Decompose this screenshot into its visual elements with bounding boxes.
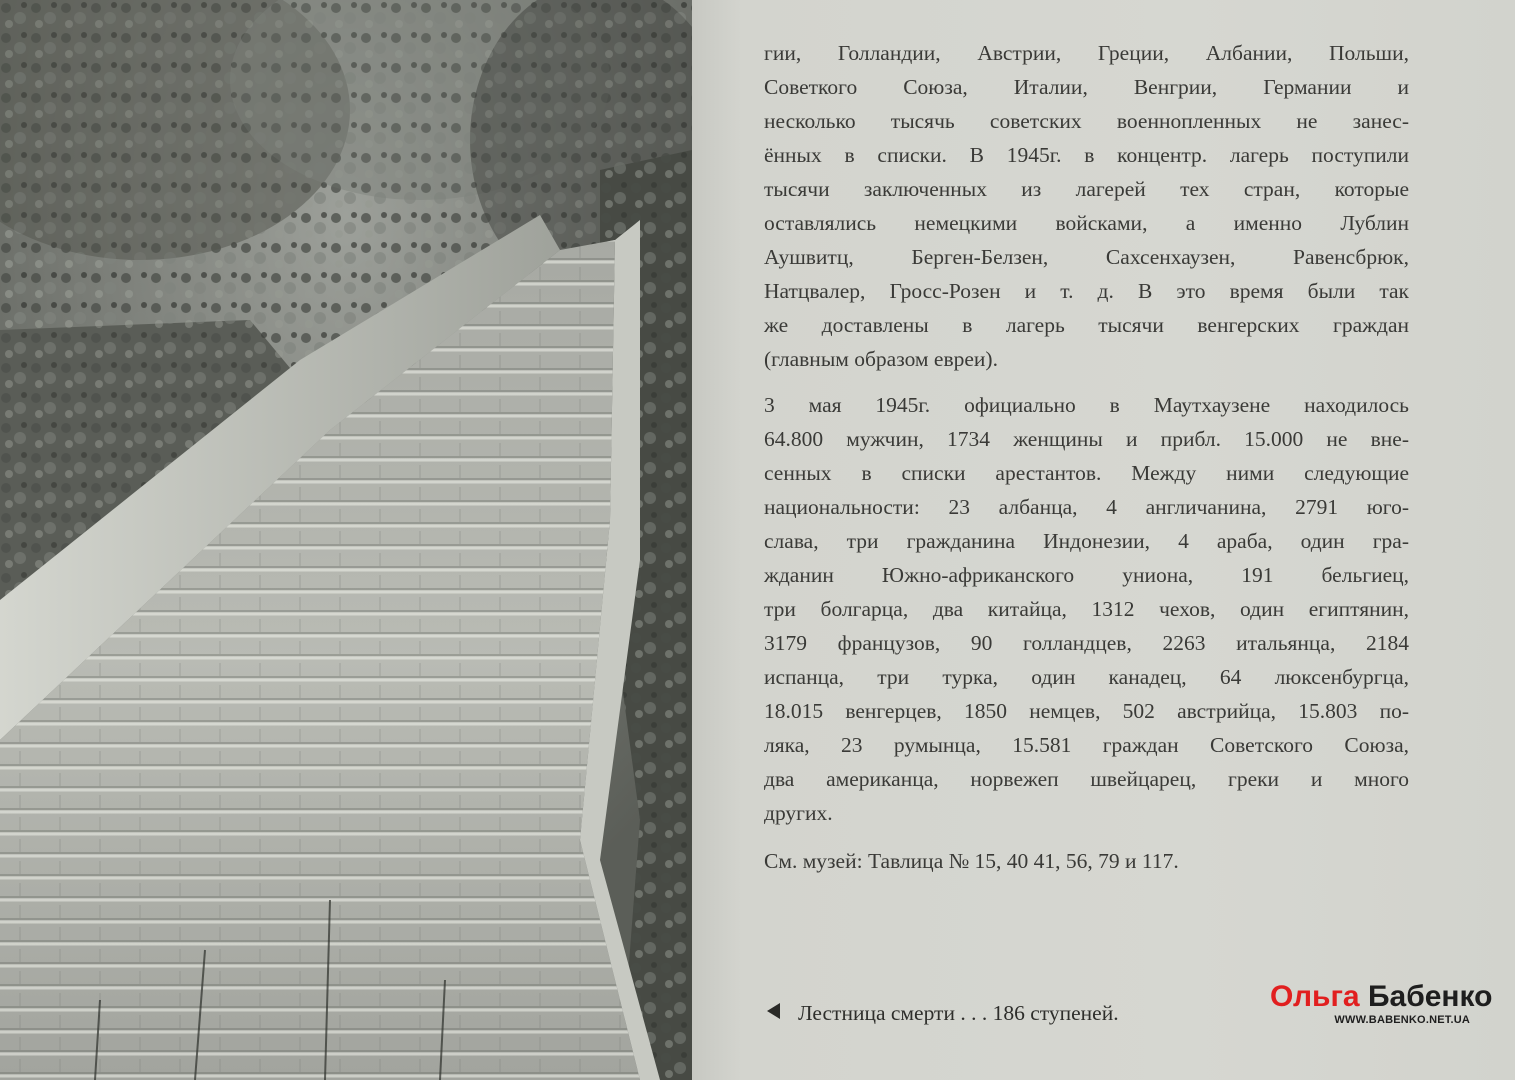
paragraph-2-line: слава, три гражданина Индонезии, 4 араба, один гра- bbox=[764, 529, 1409, 553]
paragraph-2-line: жданин Южно-африканского униона, 191 бельгиец, bbox=[764, 563, 1409, 587]
watermark-last-name: Бабенко bbox=[1367, 980, 1493, 1013]
watermark-name bbox=[1270, 980, 1493, 1014]
paragraph-2-line: 3179 французов, 90 голландцев, 2263 итальянца, 2184 bbox=[764, 631, 1409, 655]
paragraph-2 bbox=[764, 388, 1409, 830]
paragraph-2-line: национальности: 23 албанца, 4 англичанина, 2791 юго- bbox=[764, 495, 1409, 519]
paragraph-1-line: оставлялись немецкими войсками, а именно Лублин bbox=[764, 211, 1409, 235]
watermark-url: WWW.BABENKO.NET.UA bbox=[1334, 1014, 1470, 1026]
paragraph-2-line: 64.800 мужчин, 1734 женщины и прибл. 15.000 не вне- bbox=[764, 427, 1409, 451]
paragraph-1-line: Аушвитц, Берген-Белзен, Сахсенхаузен, Равенсбрюк, bbox=[764, 245, 1409, 269]
paragraph-1-line: несколько тысячь советских военнопленных не занес- bbox=[764, 109, 1409, 133]
body-text bbox=[764, 36, 1409, 890]
paragraph-1-line: же доставлены в лагерь тысячи венгерских граждан bbox=[764, 313, 1409, 337]
museum-reference-text: См. музей: Тавлица № 15, 40 41, 56, 79 и 117. bbox=[764, 849, 1179, 873]
paragraph-2-line: 3 мая 1945г. официально в Маутхаузене находилось bbox=[764, 393, 1409, 417]
photo-caption bbox=[767, 1001, 1119, 1026]
watermark-logo bbox=[1270, 980, 1493, 1026]
paragraph-2-line: два американца, норвежеп швейцарец, греки и много bbox=[764, 767, 1409, 791]
paragraph-1-line: Советкого Союза, Италии, Венгрии, Германии и bbox=[764, 75, 1409, 99]
paragraph-1 bbox=[764, 36, 1409, 376]
paragraph-2-line: три болгарца, два китайца, 1312 чехов, один египтянин, bbox=[764, 597, 1409, 621]
paragraph-2-line: других. bbox=[764, 801, 833, 825]
paragraph-2-line: 18.015 венгерцев, 1850 немцев, 502 австрийца, 15.803 по- bbox=[764, 699, 1409, 723]
paragraph-1-line: ённых в списки. В 1945г. в концентр. лагерь поступили bbox=[764, 143, 1409, 167]
watermark-first-name: Ольга bbox=[1270, 980, 1360, 1013]
paragraph-1-line: гии, Голландии, Австрии, Греции, Албании, Польши, bbox=[764, 41, 1409, 65]
paragraph-2-line: ляка, 23 румынца, 15.581 граждан Советского Союза, bbox=[764, 733, 1409, 757]
paragraph-2-line: сенных в списки арестантов. Между ними следующие bbox=[764, 461, 1409, 485]
paragraph-1-line: (главным образом евреи). bbox=[764, 347, 998, 371]
paragraph-1-line: тысячи заключенных из лагерей тех стран, которые bbox=[764, 177, 1409, 201]
text-page bbox=[692, 0, 1515, 1080]
left-triangle-icon bbox=[767, 1003, 780, 1019]
staircase-photo bbox=[0, 0, 692, 1080]
paragraph-2-line: испанца, три турка, один канадец, 64 люксенбургца, bbox=[764, 665, 1409, 689]
museum-reference bbox=[764, 844, 1409, 878]
photo-caption-text: Лестница смерти . . . 186 ступеней. bbox=[798, 1001, 1119, 1025]
paragraph-1-line: Натцвалер, Гросс-Розен и т. д. В это время были так bbox=[764, 279, 1409, 303]
